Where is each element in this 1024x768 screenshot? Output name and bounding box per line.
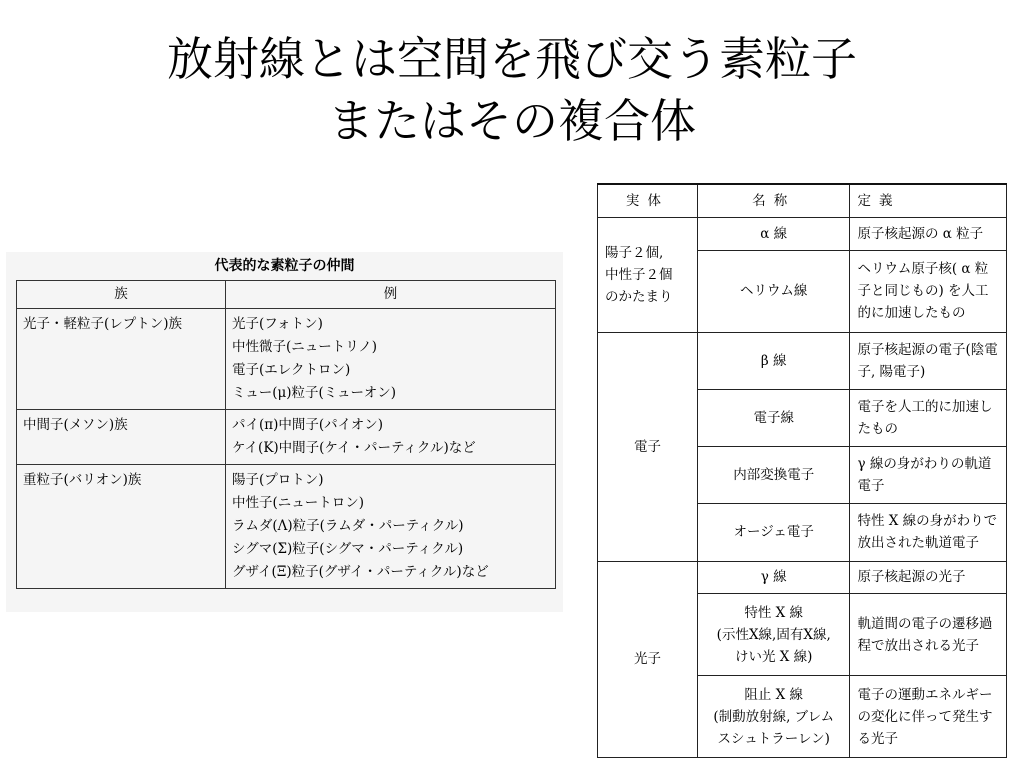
family-cell: 中間子(メソン)族 <box>17 410 226 465</box>
example-item: 光子(フォトン) <box>232 316 323 332</box>
example-item: ミュー(μ)粒子(ミューオン) <box>232 385 397 401</box>
definition-cell: 原子核起源の電子(陰電子, 陽電子) <box>850 332 1007 389</box>
definition-cell: 特性 X 線の身がわりで放出された軌道電子 <box>850 504 1007 561</box>
name-line: β 線 <box>760 352 787 369</box>
name-line: (示性X線,固有X線, <box>716 626 831 643</box>
name-line: 阻止 X 線 <box>744 686 804 703</box>
particle-table-caption: 代表的な素粒子の仲間 <box>214 258 355 274</box>
name-line: スシュトラーレン) <box>717 730 830 747</box>
table-header-row <box>17 281 556 309</box>
name-line: オージェ電子 <box>733 524 814 541</box>
example-item: 中性子(ニュートロン) <box>232 495 365 511</box>
name-line: 特性 X 線 <box>744 604 804 621</box>
example-item: 陽子(プロトン) <box>232 472 324 488</box>
column-header-example: 例 <box>226 281 556 309</box>
definition-cell: 電子を人工的に加速したもの <box>850 389 1007 446</box>
name-line: α 線 <box>760 225 788 242</box>
entity-cell <box>598 561 698 758</box>
entity-line: 電子 <box>633 438 661 455</box>
definition-cell: 電子の運動エネルギーの変化に伴って発生する光子 <box>850 676 1007 758</box>
entity-cell <box>598 332 698 561</box>
example-item: 中性微子(ニュートリノ) <box>232 339 377 355</box>
example-item: ラムダ(Λ)粒子(ラムダ・パーティクル) <box>232 518 464 534</box>
title-line-2: またはその複合体 <box>328 94 696 148</box>
name-cell <box>697 332 849 389</box>
name-line: γ 線 <box>760 569 787 586</box>
example-item: シグマ(Σ)粒子(シグマ・パーティクル) <box>232 541 464 557</box>
particle-family-table <box>16 280 556 589</box>
table-row <box>17 465 556 589</box>
name-cell <box>697 504 849 561</box>
table-row <box>598 218 1007 251</box>
slide-title <box>0 28 1024 152</box>
family-cell: 光子・軽粒子(レプトン)族 <box>17 309 226 410</box>
definition-cell: 軌道間の電子の遷移過程で放出される光子 <box>850 594 1007 676</box>
name-cell <box>697 594 849 676</box>
name-line: 内部変換電子 <box>733 467 815 484</box>
column-header-family: 族 <box>17 281 226 309</box>
example-item: 電子(エレクトロン) <box>232 362 351 378</box>
radiation-definition-table <box>597 183 1007 758</box>
entity-line: 光子 <box>633 651 661 668</box>
name-cell <box>697 676 849 758</box>
entity-cell <box>598 218 698 333</box>
examples-cell <box>226 410 556 465</box>
example-item: グザイ(Ξ)粒子(グザイ・パーティクル)など <box>232 564 489 580</box>
title-line-1: 放射線とは空間を飛び交う素粒子 <box>167 32 857 86</box>
definition-cell: γ 線の身がわりの軌道電子 <box>850 447 1007 504</box>
name-line: ヘリウム線 <box>740 283 808 300</box>
name-cell <box>697 389 849 446</box>
table-row <box>17 410 556 465</box>
table-row <box>17 309 556 410</box>
entity-line: 陽子２個, <box>605 244 664 261</box>
name-line: けい光 X 線) <box>734 648 813 665</box>
column-header-entity: 実体 <box>598 184 698 218</box>
entity-line: のかたまり <box>605 288 673 305</box>
name-line: (制動放射線, ブレム <box>713 708 835 725</box>
examples-cell <box>226 465 556 589</box>
definition-cell: 原子核起源の α 粒子 <box>850 218 1007 251</box>
table-header-row <box>598 184 1007 218</box>
family-cell: 重粒子(バリオン)族 <box>17 465 226 589</box>
definition-cell: ヘリウム原子核( α 粒子と同じもの) を人工的に加速したもの <box>850 250 1007 332</box>
example-item: パイ(π)中間子(パイオン) <box>232 417 384 433</box>
table-row <box>598 561 1007 594</box>
name-cell <box>697 250 849 332</box>
column-header-definition: 定義 <box>850 184 1007 218</box>
examples-cell <box>226 309 556 410</box>
name-cell <box>697 447 849 504</box>
entity-line: 中性子２個 <box>605 266 673 283</box>
name-cell <box>697 218 849 251</box>
name-line: 電子線 <box>753 409 794 426</box>
definition-cell: 原子核起源の光子 <box>850 561 1007 594</box>
example-item: ケイ(K)中間子(ケイ・パーティクル)など <box>232 440 476 456</box>
name-cell <box>697 561 849 594</box>
column-header-name: 名称 <box>697 184 849 218</box>
particle-family-figure <box>6 252 563 612</box>
table-row <box>598 332 1007 389</box>
